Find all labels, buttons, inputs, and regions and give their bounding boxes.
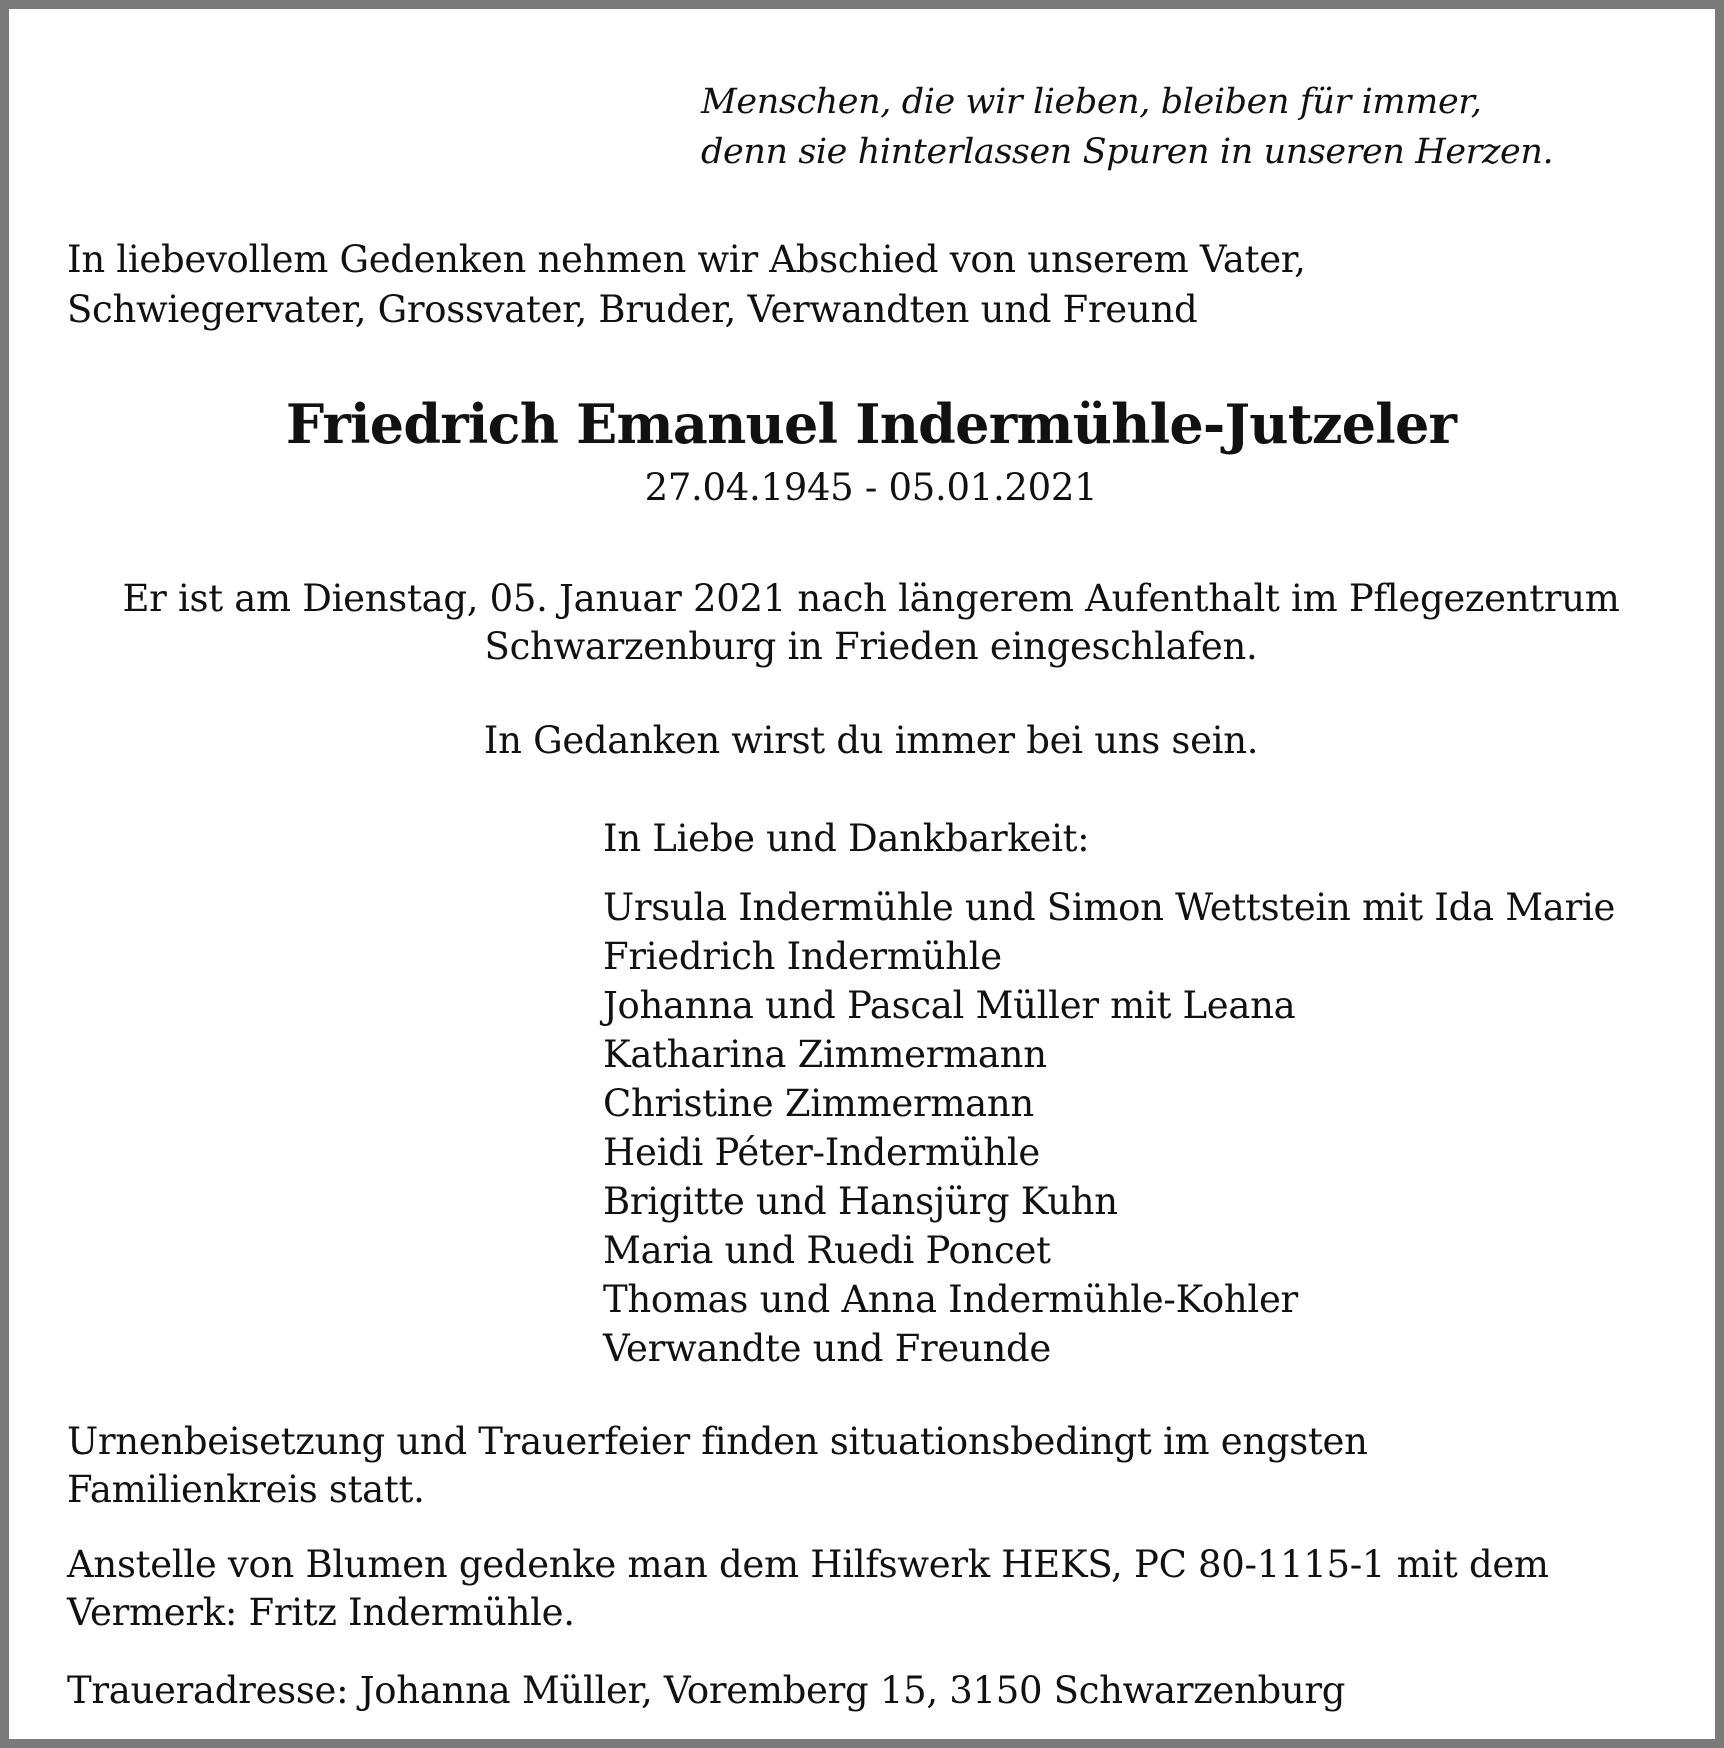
funeral-note-line-2: Familienkreis statt. xyxy=(67,1468,425,1511)
announcement-line-2: Schwarzenburg in Frieden eingeschlafen. xyxy=(484,625,1258,668)
announcement-line-1: Er ist am Dienstag, 05. Januar 2021 nach längerem Aufenthalt im Pflegezentrum xyxy=(122,577,1620,620)
mourner-name: Friedrich Indermühle xyxy=(603,935,1002,978)
donation-note-line-1: Anstelle von Blumen gedenke man dem Hilfswerk HEKS, PC 80-1115-1 mit dem xyxy=(67,1543,1549,1586)
quote-line-2: denn sie hinterlassen Spuren in unseren Herzen. xyxy=(701,132,1554,172)
mourner-name: Brigitte und Hansjürg Kuhn xyxy=(603,1180,1118,1223)
mourners-heading: In Liebe und Dankbarkeit: xyxy=(603,817,1090,860)
mourner-name: Katharina Zimmermann xyxy=(603,1033,1047,1076)
mourner-name: Heidi Péter-Indermühle xyxy=(603,1131,1040,1174)
donation-note-line-2: Vermerk: Fritz Indermühle. xyxy=(67,1591,575,1634)
mourning-address: Traueradresse: Johanna Müller, Voremberg 15, 3150 Schwarzenburg xyxy=(67,1669,1346,1712)
mourner-name: Maria und Ruedi Poncet xyxy=(603,1229,1051,1272)
mourner-name: Ursula Indermühle und Simon Wettstein mit Ida Marie xyxy=(603,886,1616,929)
mourner-name: Thomas und Anna Indermühle-Kohler xyxy=(603,1278,1298,1321)
mourner-name: Verwandte und Freunde xyxy=(603,1327,1051,1370)
life-dates: 27.04.1945 - 05.01.2021 xyxy=(644,466,1098,509)
intro-line-1: In liebevollem Gedenken nehmen wir Abschied von unserem Vater, xyxy=(67,238,1306,281)
mourner-name: Christine Zimmermann xyxy=(603,1082,1034,1125)
mourner-name: Johanna und Pascal Müller mit Leana xyxy=(603,984,1296,1027)
funeral-note-line-1: Urnenbeisetzung und Trauerfeier finden situationsbedingt im engsten xyxy=(67,1420,1368,1463)
thought-line: In Gedanken wirst du immer bei uns sein. xyxy=(483,719,1259,762)
deceased-name: Friedrich Emanuel Indermühle-Jutzeler xyxy=(285,392,1457,456)
quote-line-1: Menschen, die wir lieben, bleiben für immer, xyxy=(701,82,1482,122)
intro-line-2: Schwiegervater, Grossvater, Bruder, Verwandten und Freund xyxy=(67,288,1198,331)
